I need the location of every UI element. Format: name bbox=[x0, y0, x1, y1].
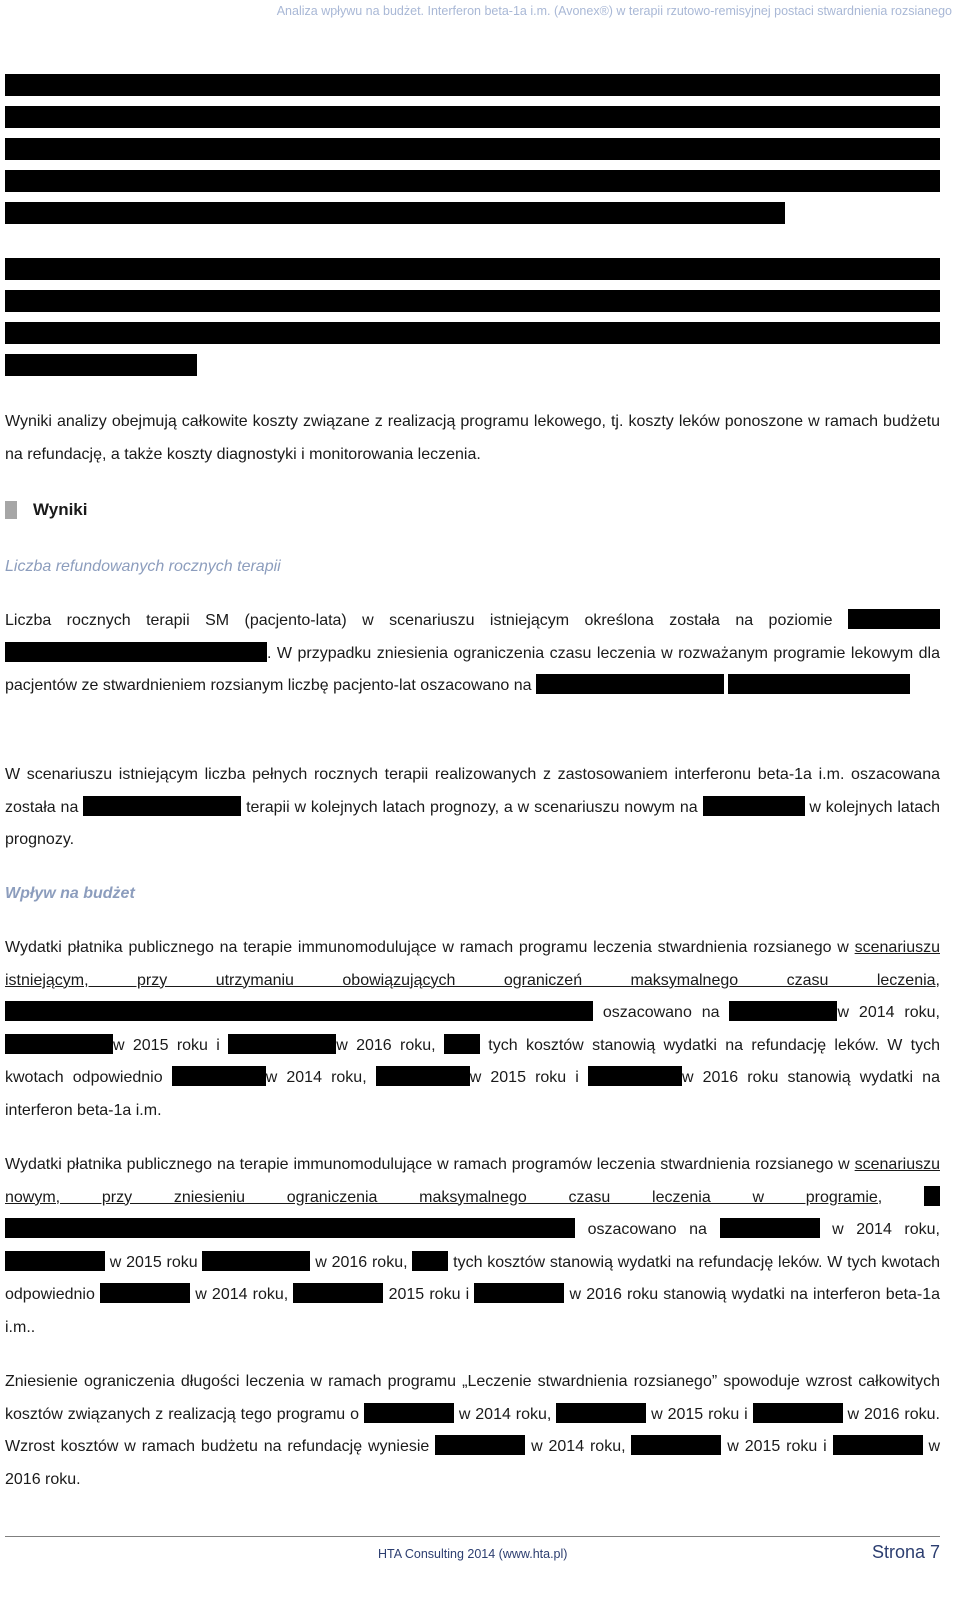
redacted-value bbox=[556, 1403, 646, 1423]
therapies-paragraph-1 bbox=[5, 605, 940, 703]
redacted-value bbox=[228, 1034, 336, 1054]
text-fragment: w kolejnych latach prognozy. bbox=[5, 798, 941, 848]
text-fragment: Liczba rocznych terapii SM (pacjento-lata) w scenariuszu istniejącym określona została na poziomie bbox=[5, 612, 833, 629]
text-fragment: w 2016 roku stanowią wydatki na interferon beta-1a i.m. bbox=[5, 1069, 940, 1119]
redacted-block bbox=[5, 322, 940, 344]
redacted-value bbox=[100, 1283, 190, 1303]
redacted-block bbox=[5, 202, 785, 224]
section-title: Wyniki bbox=[33, 500, 88, 519]
redacted-block bbox=[5, 354, 197, 376]
redacted-value bbox=[5, 1218, 575, 1238]
redacted-value bbox=[5, 642, 267, 662]
text-fragment: terapii w kolejnych latach prognozy, a w scenariuszu nowym na bbox=[246, 798, 698, 816]
footer-source: HTA Consulting 2014 (www.hta.pl) bbox=[378, 1547, 568, 1561]
redacted-value bbox=[924, 1186, 940, 1206]
redacted-value bbox=[848, 609, 940, 629]
redacted-value bbox=[728, 674, 910, 694]
text-fragment: w 2014 roku, bbox=[195, 1286, 289, 1303]
text-fragment: w 2014 roku, bbox=[265, 1069, 367, 1086]
redacted-value bbox=[364, 1403, 454, 1423]
text-fragment: tych kosztów stanowią wydatki na refundację leków. W tych kwotach odpowiednio bbox=[5, 1036, 941, 1086]
redacted-block bbox=[5, 290, 940, 312]
redacted-value bbox=[293, 1283, 383, 1303]
redacted-value bbox=[172, 1066, 266, 1086]
text-fragment: W scenariuszu istniejącym liczba pełnych rocznych terapii realizowanych z zastosowaniem interferonu beta-1a i.m. oszacowana została na bbox=[5, 766, 940, 816]
running-header: Analiza wpływu na budżet. Interferon beta-1a i.m. (Avonex®) w terapii rzutowo-remisyjnej postaci stwardnienia rozsianego bbox=[276, 4, 952, 18]
redacted-block bbox=[5, 138, 940, 160]
text-fragment: w 2015 roku i bbox=[469, 1069, 579, 1086]
footer-divider bbox=[5, 1536, 940, 1537]
text-fragment: w 2016 roku stanowią wydatki na interferon beta-1a i.m.. bbox=[5, 1286, 941, 1336]
text-fragment: w 2014 roku, bbox=[531, 1438, 626, 1455]
text-fragment: w 2014 roku, bbox=[832, 1221, 940, 1238]
text-fragment: w 2015 roku i bbox=[113, 1036, 220, 1054]
redacted-value bbox=[435, 1435, 525, 1455]
redacted-value bbox=[753, 1403, 843, 1423]
text-fragment: oszacowano na bbox=[602, 1004, 720, 1021]
redacted-value bbox=[5, 1001, 593, 1021]
redacted-value bbox=[376, 1066, 470, 1086]
text-fragment: w 2014 roku, bbox=[458, 1405, 552, 1423]
budget-paragraph-existing bbox=[5, 932, 940, 1127]
text-fragment: w 2015 roku i bbox=[727, 1438, 827, 1455]
redacted-value bbox=[474, 1283, 564, 1303]
text-fragment: w 2016 roku, bbox=[315, 1253, 408, 1271]
redacted-value bbox=[5, 1034, 113, 1054]
text-fragment: tych kosztów stanowią wydatki na refundację leków. W tych kwotach odpowiednio bbox=[5, 1253, 940, 1303]
intro-paragraph bbox=[5, 406, 940, 471]
text-fragment: Wydatki płatnika publicznego na terapie immunomodulujące w ramach programu leczenia stwardnienia rozsianego w bbox=[5, 939, 849, 956]
text-fragment: Wydatki płatnika publicznego na terapie immunomodulujące w ramach programów leczenia stwardnienia rozsianego w bbox=[5, 1156, 850, 1173]
section-marker bbox=[5, 501, 17, 519]
redacted-value bbox=[729, 1001, 837, 1021]
redacted-value bbox=[83, 796, 241, 816]
redacted-value bbox=[202, 1251, 310, 1271]
redacted-block bbox=[5, 106, 940, 128]
redacted-value bbox=[588, 1066, 682, 1086]
text-fragment: . W przypadku zniesienia ograniczenia czasu leczenia w rozważanym programie lekowym dla pacjentów ze stwardnieniem rozsianym liczbę pacjento-lat oszacowano na bbox=[5, 644, 940, 694]
therapies-paragraph-2 bbox=[5, 759, 940, 857]
underlined-text: scenariuszu istniejącym, przy utrzymaniu obowiązujących ograniczeń maksymalnego czasu leczenia, bbox=[5, 939, 940, 989]
text-fragment: w 2016 roku, bbox=[336, 1036, 436, 1054]
redacted-block bbox=[5, 170, 940, 192]
subsection-title-therapies: Liczba refundowanych rocznych terapii bbox=[5, 558, 281, 575]
intro-text: Wyniki analizy obejmują całkowite koszty związane z realizacją programu lekowego, tj. koszty leków ponoszone w ramach budżetu na refundację, a także koszty diagnostyki i monitorowania leczenia. bbox=[5, 413, 940, 463]
redacted-value bbox=[444, 1034, 480, 1054]
redacted-value bbox=[720, 1218, 820, 1238]
redacted-block bbox=[5, 258, 940, 280]
redacted-block bbox=[5, 74, 940, 96]
text-fragment: w 2014 roku, bbox=[837, 1004, 940, 1021]
redacted-value bbox=[833, 1435, 923, 1455]
text-fragment: w 2016 roku. bbox=[5, 1438, 941, 1488]
subsection-title-budget: Wpływ na budżet bbox=[5, 885, 135, 902]
text-fragment: Zniesienie ograniczenia długości leczenia w ramach programu „Leczenie stwardnienia rozsianego” spowoduje wzrost całkowitych kosztów związanych z realizacją tego programu o bbox=[5, 1373, 940, 1423]
redacted-value bbox=[412, 1251, 448, 1271]
budget-paragraph-new bbox=[5, 1149, 940, 1344]
text-fragment: w 2016 roku. Wzrost kosztów w ramach budżetu na refundację wyniesie bbox=[5, 1405, 940, 1455]
budget-paragraph-summary bbox=[5, 1366, 940, 1496]
text-fragment: oszacowano na bbox=[587, 1221, 707, 1238]
redacted-value bbox=[5, 1251, 105, 1271]
text-fragment: w 2015 roku bbox=[109, 1253, 198, 1271]
underlined-text: scenariuszu nowym, przy zniesieniu ograniczenia maksymalnego czasu leczenia w programie, bbox=[5, 1156, 940, 1206]
redacted-value bbox=[536, 674, 724, 694]
redacted-value bbox=[703, 796, 805, 816]
section-heading bbox=[5, 500, 87, 520]
text-fragment: 2015 roku i bbox=[388, 1286, 470, 1303]
page-number: Strona 7 bbox=[871, 1542, 940, 1562]
text-fragment: w 2015 roku i bbox=[651, 1405, 748, 1423]
redacted-value bbox=[631, 1435, 721, 1455]
